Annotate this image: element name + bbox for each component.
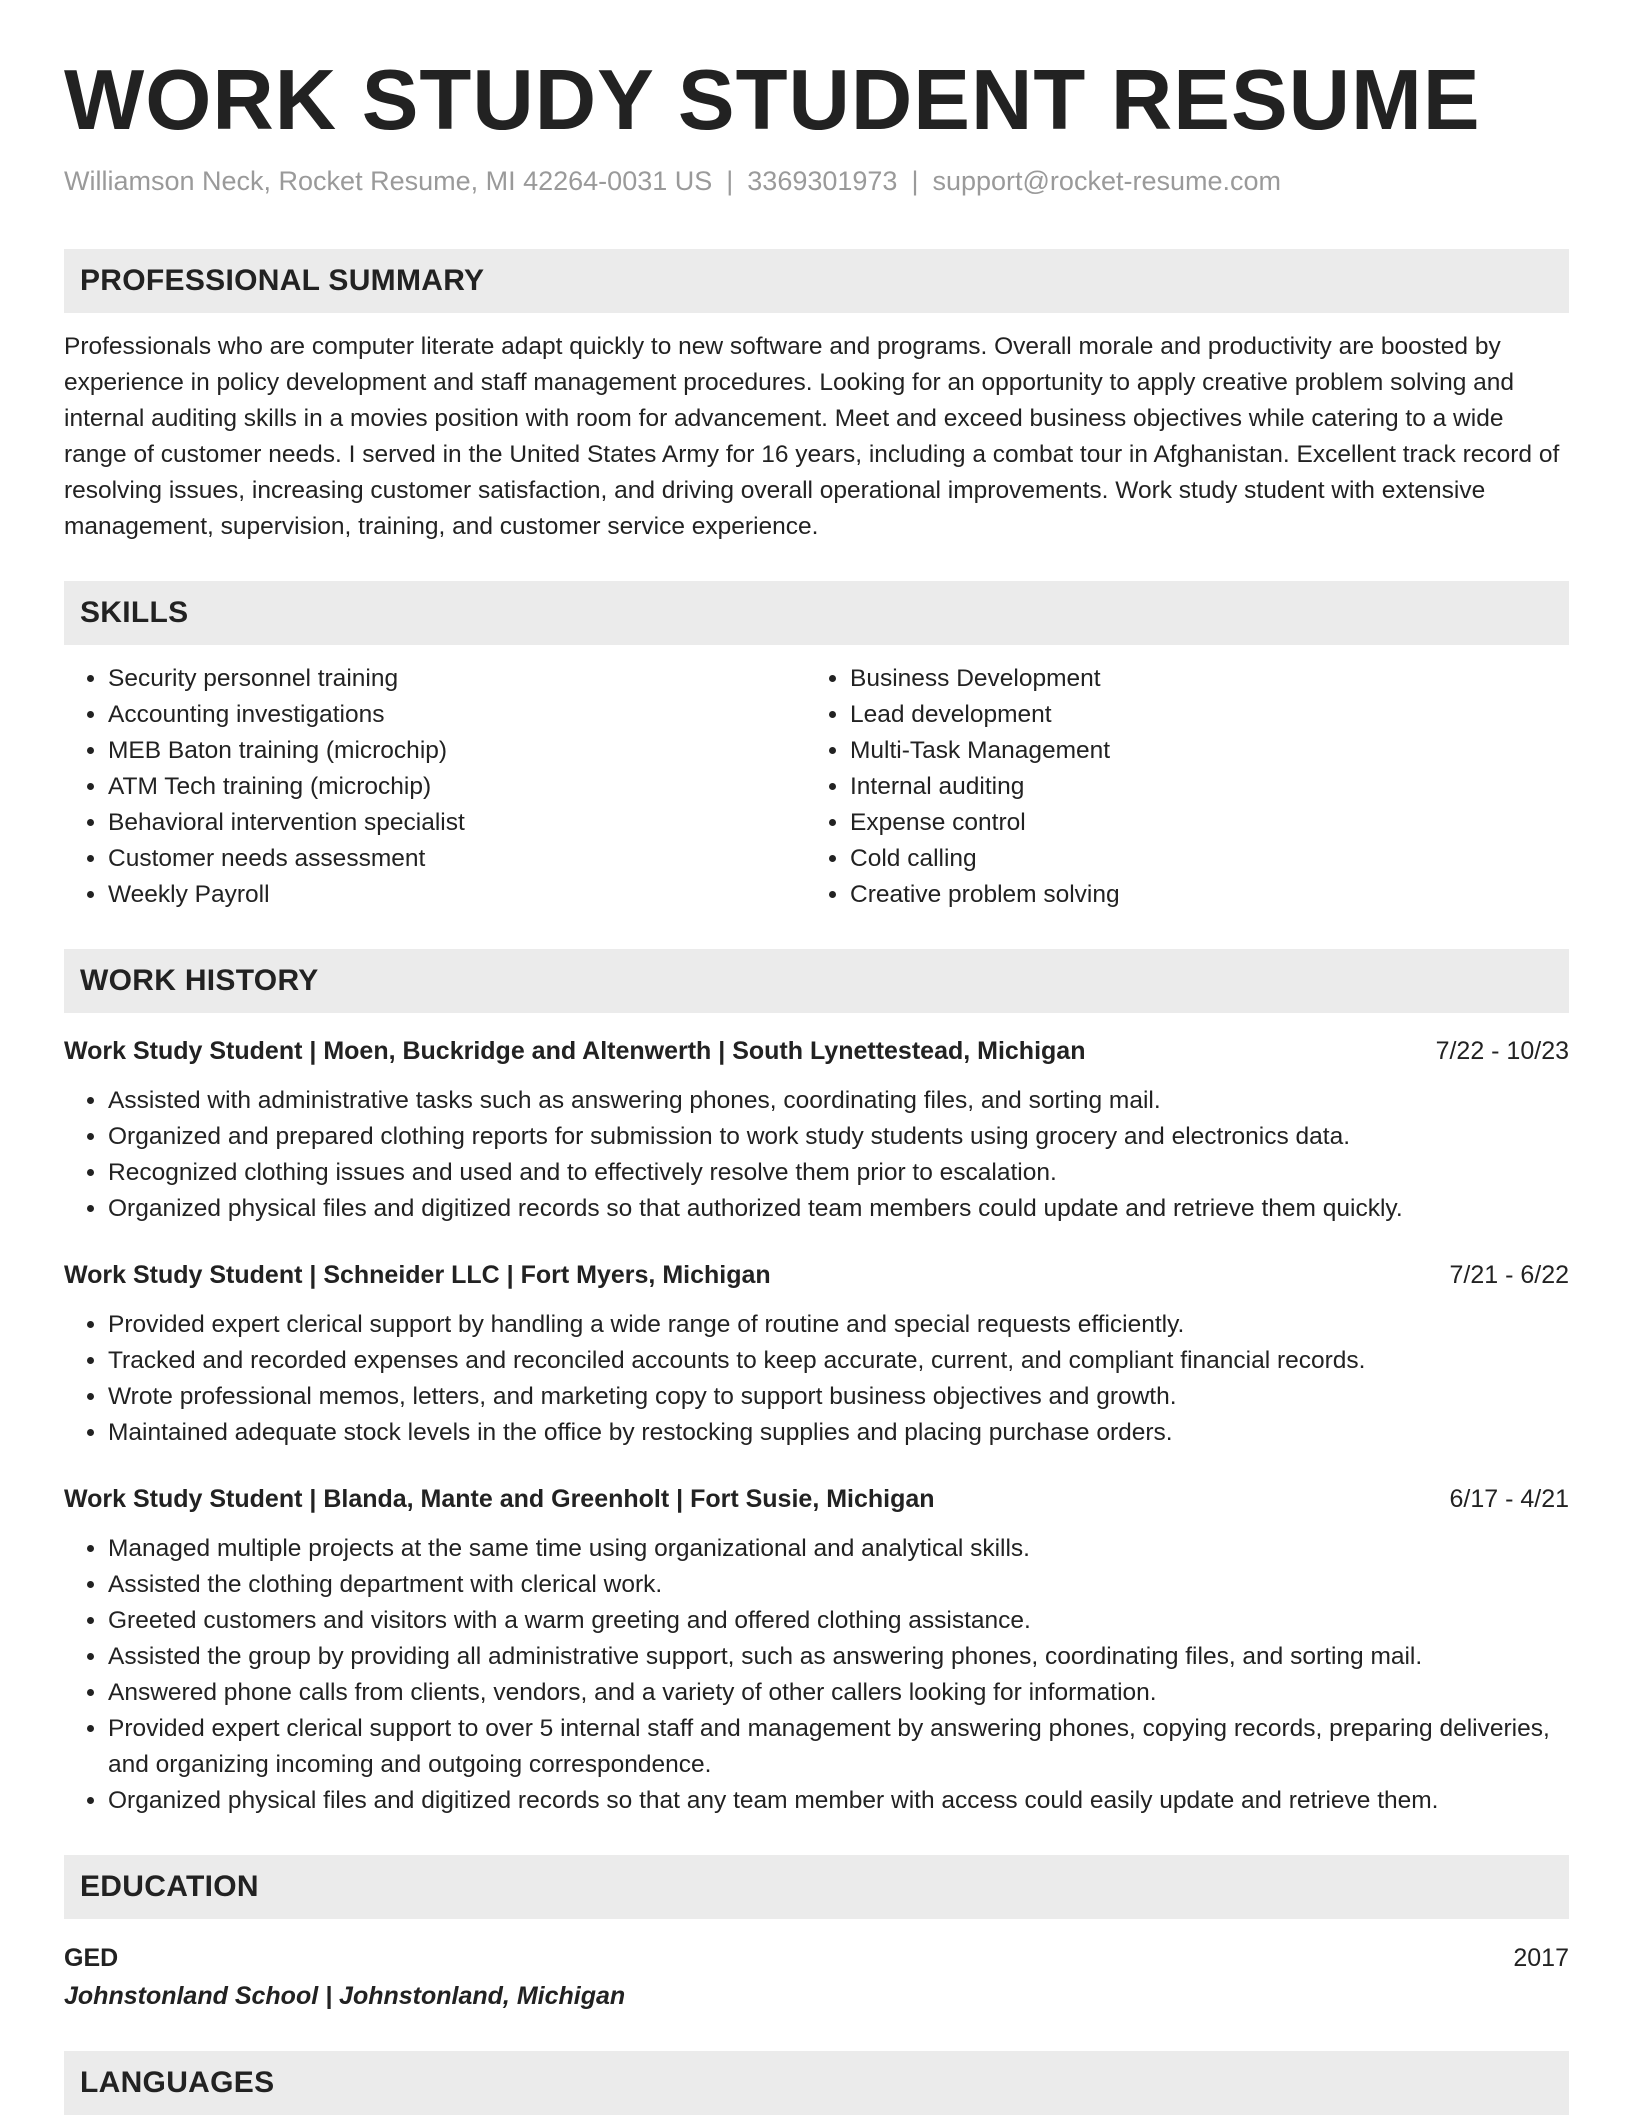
contact-line: [64, 165, 1569, 197]
job-bullet: • Organized and prepared clothing reports for submission to work study students using grocery and electronics data.: [108, 1119, 1569, 1155]
skills-column-right: [806, 661, 1548, 913]
job-bullet: • Organized physical files and digitized records so that any team member with access could easily update and retrieve them.: [108, 1783, 1569, 1819]
job-bullet: • Organized physical files and digitized records so that authorized team members could update and retrieve them quickly.: [108, 1191, 1569, 1227]
section-heading-skills: SKILLS: [64, 581, 1569, 645]
education-header: [64, 1939, 1569, 1977]
contact-address: Williamson Neck, Rocket Resume, MI 42264-0031 US: [64, 166, 713, 196]
job-bullet: • Provided expert clerical support to over 5 internal staff and management by answering phones, copying records, preparing deliveries, and organizing incoming and outgoing correspondence.: [108, 1711, 1569, 1783]
section-heading-summary: PROFESSIONAL SUMMARY: [64, 249, 1569, 313]
job-bullet: • Assisted the group by providing all administrative support, such as answering phones, coordinating files, and sorting mail.: [108, 1639, 1569, 1675]
summary-text: Professionals who are computer literate adapt quickly to new software and programs. Overall morale and productivity are boosted by experience in policy development and staff management procedures. Looking for an opportunity to apply creative problem solving and internal auditing skills in a movies position with room for advancement. Meet and exceed business objectives while catering to a wide range of customer needs. I served in the United States Army for 16 years, including a combat tour in Afghanistan. Excellent track record of resolving issues, increasing customer satisfaction, and driving overall operational improvements. Work study student with extensive management, supervision, training, and customer service experience.: [64, 333, 1560, 541]
contact-separator: |: [911, 166, 919, 196]
job-bullet: • Recognized clothing issues and used and to effectively resolve them prior to escalation.: [108, 1155, 1569, 1191]
skill-item: • Internal auditing: [850, 769, 1548, 805]
skill-item: • Weekly Payroll: [108, 877, 806, 913]
job-bullet: • Tracked and recorded expenses and reconciled accounts to keep accurate, current, and compliant financial records.: [108, 1343, 1569, 1379]
job-entry: [64, 1481, 1569, 1819]
job-dates: 7/21 - 6/22: [1449, 1261, 1569, 1290]
job-dates: 6/17 - 4/21: [1449, 1485, 1569, 1514]
education-degree: GED: [64, 1944, 119, 1973]
section-heading-work-history: WORK HISTORY: [64, 949, 1569, 1013]
job-bullet: • Assisted the clothing department with clerical work.: [108, 1567, 1569, 1603]
job-header: [64, 1257, 1569, 1293]
job-bullet: • Managed multiple projects at the same time using organizational and analytical skills.: [108, 1531, 1569, 1567]
skill-item: • Expense control: [850, 805, 1548, 841]
job-title: Work Study Student | Moen, Buckridge and Altenwerth | South Lynettestead, Michigan: [64, 1037, 1086, 1066]
contact-email: support@rocket-resume.com: [932, 166, 1281, 196]
job-bullet: • Provided expert clerical support by handling a wide range of routine and special requests efficiently.: [108, 1307, 1569, 1343]
contact-phone: 3369301973: [747, 166, 898, 196]
skill-item: • ATM Tech training (microchip): [108, 769, 806, 805]
skill-item: • Accounting investigations: [108, 697, 806, 733]
job-bullets: [64, 1307, 1569, 1451]
skill-item: • Security personnel training: [108, 661, 806, 697]
education-school: Johnstonland School | Johnstonland, Michigan: [64, 1982, 626, 2011]
job-entry: [64, 1257, 1569, 1451]
section-heading-languages: LANGUAGES: [64, 2051, 1569, 2115]
skills-column-left: [64, 661, 806, 913]
section-heading-education: EDUCATION: [64, 1855, 1569, 1919]
education-entry: [64, 1939, 1569, 2015]
job-entry: [64, 1033, 1569, 1227]
contact-separator: |: [726, 166, 734, 196]
education-year: 2017: [1513, 1944, 1569, 1973]
job-bullet: • Wrote professional memos, letters, and marketing copy to support business objectives and growth.: [108, 1379, 1569, 1415]
job-header: [64, 1033, 1569, 1069]
skill-item: • Behavioral intervention specialist: [108, 805, 806, 841]
skill-item: • Lead development: [850, 697, 1548, 733]
job-dates: 7/22 - 10/23: [1435, 1037, 1569, 1066]
job-bullets: [64, 1083, 1569, 1227]
job-bullet: • Maintained adequate stock levels in the office by restocking supplies and placing purchase orders.: [108, 1415, 1569, 1451]
skill-item: • Business Development: [850, 661, 1548, 697]
job-bullet: • Assisted with administrative tasks such as answering phones, coordinating files, and sorting mail.: [108, 1083, 1569, 1119]
skill-item: • Customer needs assessment: [108, 841, 806, 877]
skill-item: • Creative problem solving: [850, 877, 1548, 913]
skill-item: • Multi-Task Management: [850, 733, 1548, 769]
job-title: Work Study Student | Schneider LLC | Fort Myers, Michigan: [64, 1261, 771, 1290]
skill-item: • Cold calling: [850, 841, 1548, 877]
job-bullet: • Answered phone calls from clients, vendors, and a variety of other callers looking for information.: [108, 1675, 1569, 1711]
job-header: [64, 1481, 1569, 1517]
skill-item: • MEB Baton training (microchip): [108, 733, 806, 769]
skills-list: [64, 661, 1569, 913]
job-title: Work Study Student | Blanda, Mante and Greenholt | Fort Susie, Michigan: [64, 1485, 935, 1514]
job-bullets: [64, 1531, 1569, 1819]
job-bullet: • Greeted customers and visitors with a warm greeting and offered clothing assistance.: [108, 1603, 1569, 1639]
resume-title: WORK STUDY STUDENT RESUME: [64, 53, 1481, 148]
